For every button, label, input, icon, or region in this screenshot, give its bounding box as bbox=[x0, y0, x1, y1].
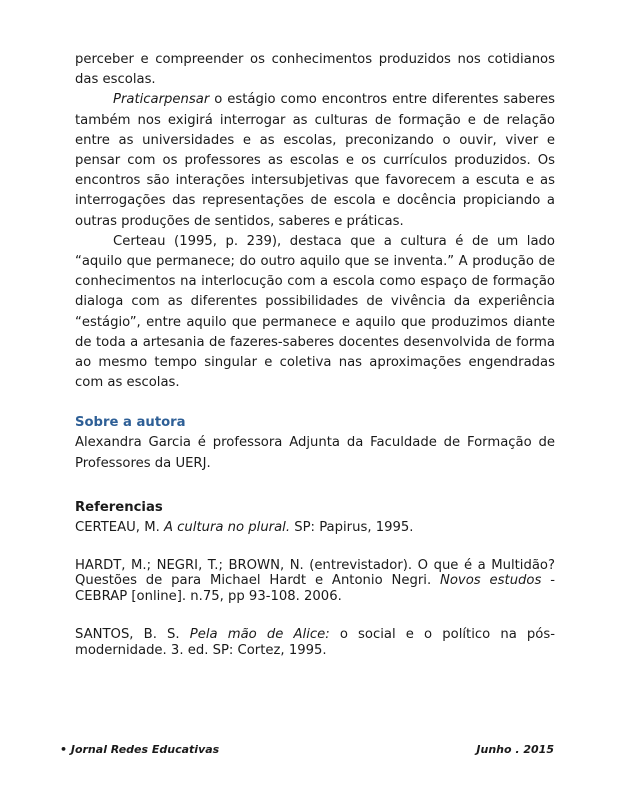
paragraph-continued: perceber e compreender os conhecimentos produzidos nos cotidianos das escolas. bbox=[75, 52, 555, 88]
paragraph-praticarpensar bbox=[75, 90, 555, 231]
reference-certeau: CERTEAU, M. A cultura no plural. SP: Papirus, 1995. bbox=[75, 519, 414, 535]
paragraph-certeau: Certeau (1995, p. 239), destaca que a cultura é de um lado “aquilo que permanece; do outro aquilo que se inventa.” A produção de conhecimentos na interlocução com a escola como espaço de formação dialoga com as diferentes possibilidades de vivência da experiência “estágio”, entre aquilo que permanece e aquilo que produzimos diante de toda a artesania de fazeres-saberes docentes desenvolvida de forma ao mesmo tempo singular e coletiva nas aproximações engendradas com as escolas. bbox=[75, 233, 555, 391]
praticarpensar-term: Praticarpensar bbox=[113, 92, 210, 108]
author-heading: Sobre a autora bbox=[75, 415, 186, 431]
reference-hardt: HARDT, M.; NEGRI, T.; BROWN, N. (entrevistador). O que é a Multidão? Questões de para Michael Hardt e Antonio Negri. Novos estudos - CEBRAP [online]. n.75, pp 93-108. 2006. bbox=[75, 557, 555, 605]
reference-santos: SANTOS, B. S. Pela mão de Alice: o social e o político na pós-modernidade. 3. ed. SP: Cortez, 1995. bbox=[75, 627, 555, 658]
references-heading: Referencias bbox=[75, 499, 163, 515]
page-content bbox=[75, 0, 555, 659]
author-bio: Alexandra Garcia é professora Adjunta da Faculdade de Formação de Professores da UERJ. bbox=[75, 435, 555, 471]
page-footer bbox=[60, 743, 554, 756]
footer-date: Junho . 2015 bbox=[476, 743, 554, 756]
paragraph-praticarpensar-text: o estágio como encontros entre diferentes saberes também nos exigirá interrogar as culturas de formação e de relação entre as universidades e as escolas, preconizando o ouvir, viver e pensar com os professores as escolas e os currículos produzidos. Os encontros são interações intersubjetivas que favorecem a escuta e as interrogações das representações de escola e docência propiciando a outras produções de sentidos, saberes e práticas. bbox=[75, 92, 555, 229]
footer-journal-name: • Jornal Redes Educativas bbox=[60, 743, 220, 756]
